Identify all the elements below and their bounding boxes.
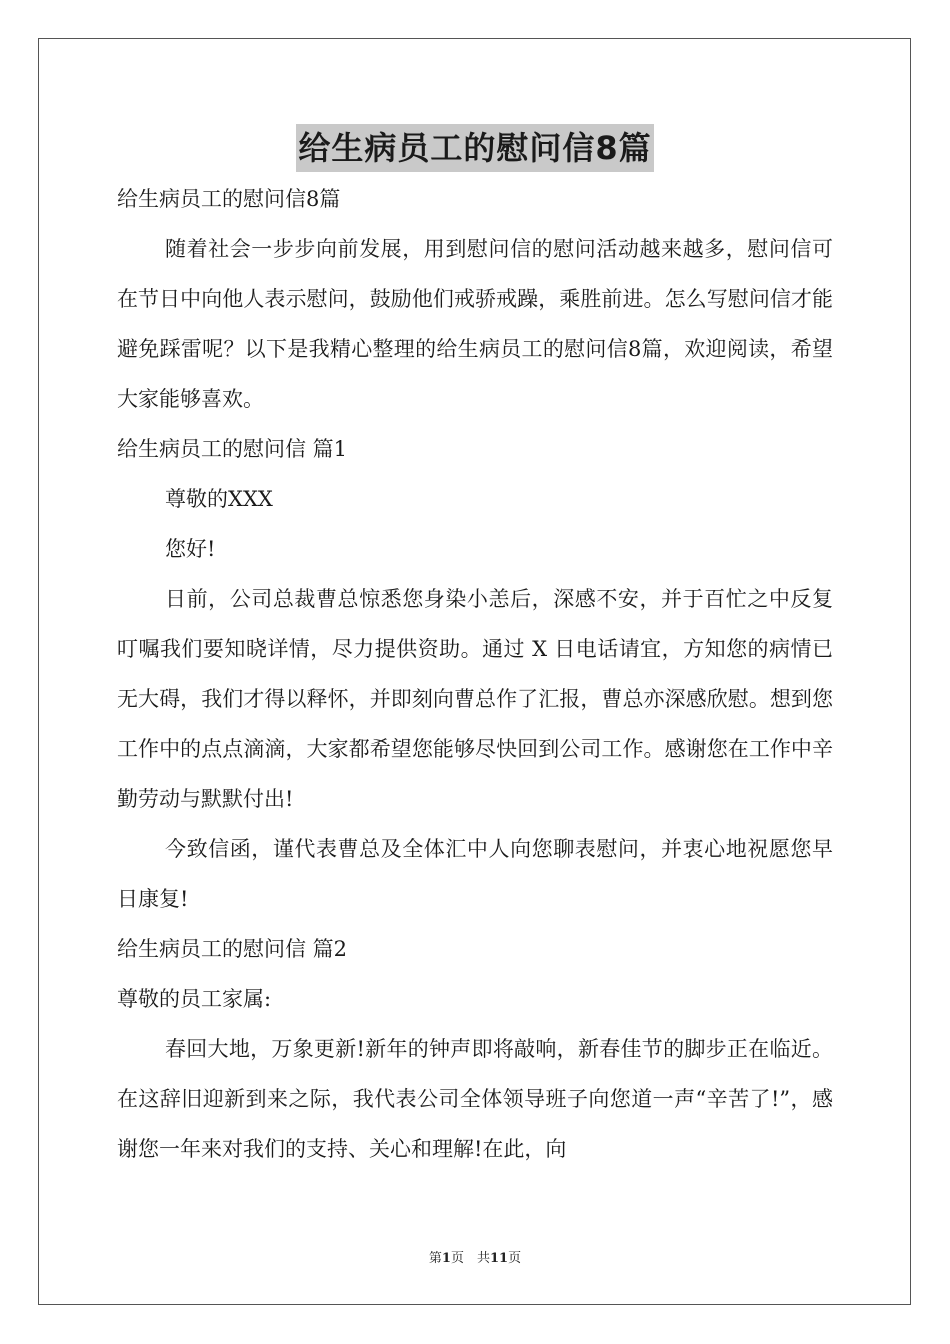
body-paragraph-2: 春回大地，万象更新!新年的钟声即将敲响，新春佳节的脚步正在临近。在这辞旧迎新到来之际，我代表公司全体领导班子向您道一声“辛苦了!”，感谢您一年来对我们的支持、关心和理解!在此，向 [117,1037,833,1161]
document-body [117,174,833,1174]
footer-page-prefix: 第 [428,1251,442,1266]
footer-page-total: 11 [489,1251,509,1266]
salutation-1: 尊敬的XXX [165,487,273,511]
footer-page-middle: 页 共 [450,1251,490,1266]
document-title: 给生病员工的慰问信8篇 [296,124,653,172]
title-wrapper [0,124,950,172]
closing-paragraph-1: 今致信函，谨代表曹总及全体汇中人向您聊表慰问，并衷心地祝愿您早日康复! [117,837,833,911]
page-footer [0,1247,950,1266]
section-heading-1: 给生病员工的慰问信 篇1 [117,437,348,461]
section-heading-2: 给生病员工的慰问信 篇2 [117,937,348,961]
footer-page-suffix: 页 [508,1251,522,1266]
salutation-2: 尊敬的员工家属: [117,987,272,1011]
body-paragraph-1: 日前，公司总裁曹总惊悉您身染小恙后，深感不安，并于百忙之中反复叮嘱我们要知晓详情，尽力提供资助。通过 X 日电话请宜，方知您的病情已无大碍，我们才得以释怀，并即刻向曹总作了汇报，曹总亦深感欣慰。想到您工作中的点点滴滴，大家都希望您能够尽快回到公司工作。感谢您在工作中辛勤劳动与默默付出! [117,587,833,811]
footer-page-current: 1 [441,1251,451,1266]
document-subtitle: 给生病员工的慰问信8篇 [117,187,341,211]
greeting-1: 您好! [165,537,216,561]
intro-paragraph: 随着社会一步步向前发展，用到慰问信的慰问活动越来越多，慰问信可在节日中向他人表示慰问，鼓励他们戒骄戒躁，乘胜前进。怎么写慰问信才能避免踩雷呢？以下是我精心整理的给生病员工的慰问信8篇，欢迎阅读，希望大家能够喜欢。 [117,237,833,411]
